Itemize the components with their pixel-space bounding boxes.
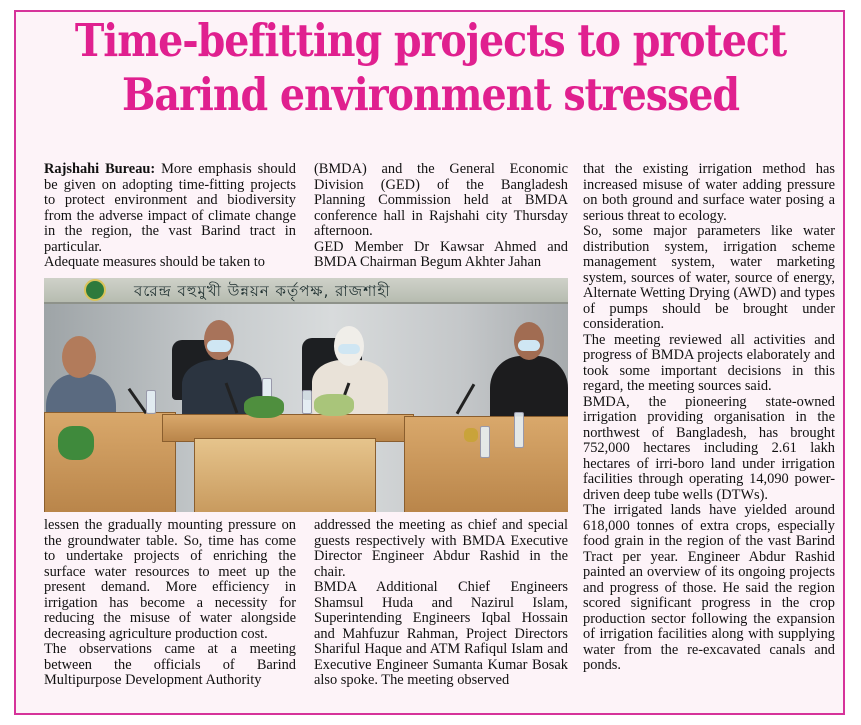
water-bottle xyxy=(146,390,156,414)
column-3 xyxy=(583,162,835,674)
bmda-logo-icon xyxy=(84,279,106,301)
flower-decoration xyxy=(314,394,354,416)
face-mask xyxy=(338,344,360,354)
lead-text: More emphasis should be given on adopting time-fitting projects to protect environment and biodiversity from the adverse impact of climate change in the region, the vast Barind tract in particular. xyxy=(44,161,296,255)
paragraph: The meeting reviewed all activities and progress of BMDA projects elaborately and took some important decisions in this regard, the meeting sources said. xyxy=(583,331,835,394)
water-bottle xyxy=(480,426,490,458)
conference-table xyxy=(44,412,176,512)
banner-text: বরেন্দ্র বহুমুখী উন্নয়ন কর্তৃপক্ষ, রাজশাহী xyxy=(134,282,391,300)
headline xyxy=(73,14,788,122)
paragraph: The observations came at a meeting between the officials of Barind Multipurpose Development Authority xyxy=(44,641,296,688)
column-2-bottom xyxy=(314,518,568,689)
headline-line-2: Barind environment stressed xyxy=(122,68,739,121)
headline-line-1: Time-befitting projects to protect xyxy=(74,14,787,67)
paragraph: Adequate measures should be taken to xyxy=(44,254,265,270)
face-mask xyxy=(207,340,231,352)
column-1-top xyxy=(44,162,296,271)
paragraph: BMDA, the pioneering state-owned irrigation providing organisation in the northwest of Bangladesh, has brought 752,000 hectares including 2.61 lakh hectares of irri-boro land under irrigation facilities through operating 14,090 power-driven deep tube wells (DTWs). xyxy=(583,393,835,503)
column-1-bottom xyxy=(44,518,296,689)
paragraph: So, some major parameters like water distribution system, irrigation scheme management system, water marketing system, sources of water, source of energy, Alternate Wetting Drying (AWD) and types of pumps should be brought under consideration. xyxy=(583,223,835,332)
paragraph: that the existing irrigation method has increased misuse of water adding pressure on both ground and surface water posing a serious threat to ecology. xyxy=(583,161,835,224)
paragraph: (BMDA) and the General Economic Division (GED) of the Bangladesh Planning Commission held at BMDA conference hall in Rajshahi city Thursday afternoon. xyxy=(314,161,568,239)
water-bottle xyxy=(302,390,312,414)
flower-decoration xyxy=(244,396,284,418)
person-head xyxy=(62,336,96,378)
paragraph xyxy=(44,162,296,255)
photo-banner xyxy=(44,278,568,304)
flower-decoration xyxy=(464,428,478,442)
conference-table xyxy=(194,438,376,512)
paragraph: The irrigated lands have yielded around 618,000 tonnes of extra crops, especially food grain in the region of the vast Barind Tract per year. Engineer Abdur Rashid painted an overview of its ongoing projects and progress of those. He said the region scored significant progress in the crop production sector following the expansion of irrigation facilities along with supplying water from the re-excavated canals and ponds. xyxy=(583,502,835,673)
paragraph: lessen the gradually mounting pressure on the groundwater table. So, time has come to undertake projects of enriching the surface water resources to meet up the present demand. More efficiency in irrigation has become a necessity for reducing the misuse of water alongside decreasing agriculture production cost. xyxy=(44,517,296,642)
paragraph: BMDA Additional Chief Engineers Shamsul Huda and Nazirul Islam, Superintending Engineers Iqbal Hossain and Mahfuzur Rahman, Project Directors Shariful Haque and ATM Rafiqul Islam and Executive Engineer Sumanta Kumar Bosak also spoke. The meeting observed xyxy=(314,579,568,688)
face-mask xyxy=(518,340,540,351)
paragraph: addressed the meeting as chief and special guests respectively with BMDA Executive Director Engineer Abdur Rashid in the chair. xyxy=(314,517,568,580)
paragraph: GED Member Dr Kawsar Ahmed and BMDA Chairman Begum Akhter Jahan xyxy=(314,238,568,270)
meeting-photo xyxy=(44,278,568,512)
water-bottle xyxy=(514,412,524,448)
column-2-top xyxy=(314,162,568,271)
flower-decoration xyxy=(58,426,94,460)
byline: Rajshahi Bureau: xyxy=(44,161,156,177)
